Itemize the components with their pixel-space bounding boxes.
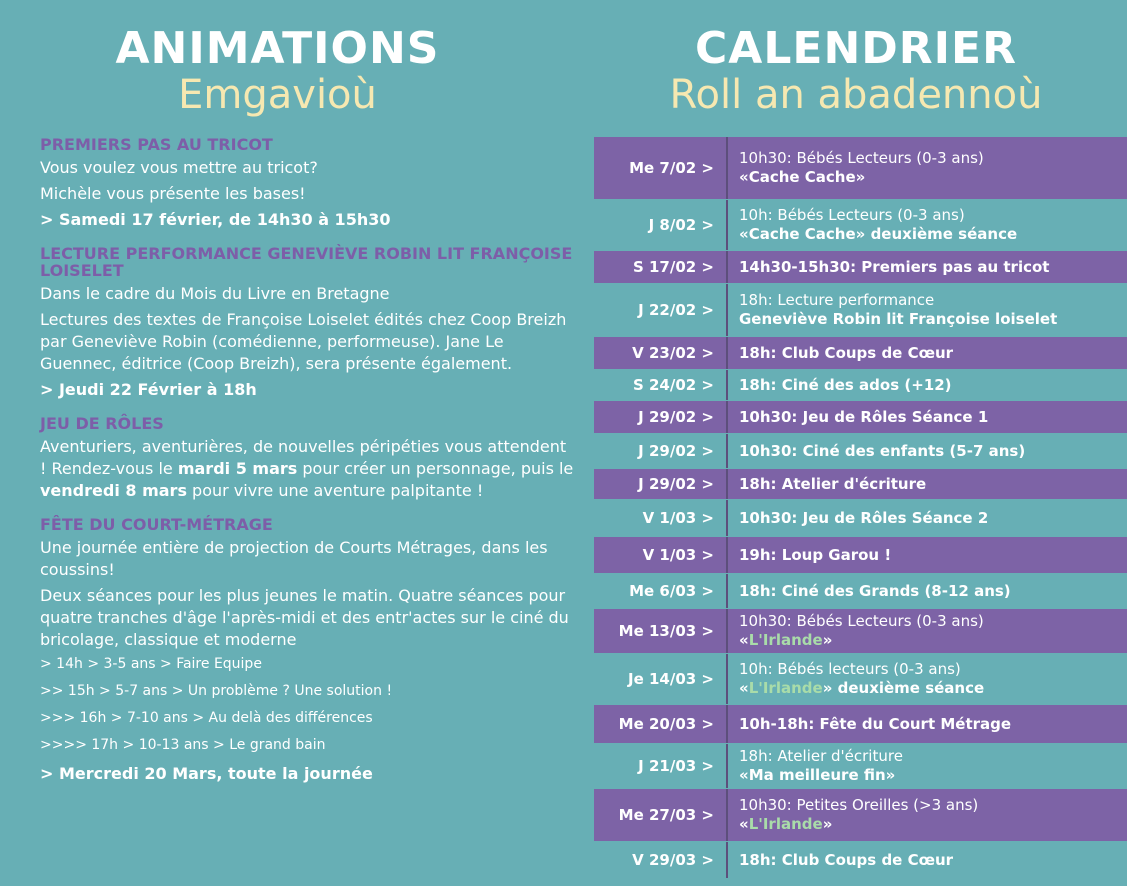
- text-part: pour vivre une aventure palpitante !: [186, 481, 484, 500]
- schedule-line: >>>> 17h > 10-13 ans > Le grand bain: [40, 737, 326, 753]
- section-court-metrage: [40, 516, 575, 785]
- section-text: Michèle vous présente les bases!: [40, 184, 306, 203]
- calendar-day: Me 20/03 >: [594, 705, 728, 743]
- calendar-row: [594, 500, 1127, 536]
- calendar-event: [728, 500, 1127, 536]
- text-part: Aventuriers, aventurières, de nouvelles péripéties vous attendent ! Rendez-vous le: [40, 437, 567, 478]
- section-text: Une journée entière de projection de Courts Métrages, dans les coussins!: [40, 538, 548, 579]
- calendar-event: [728, 401, 1127, 433]
- calendar-row: [594, 401, 1127, 433]
- calendar-day: J 29/02 >: [594, 401, 728, 433]
- event-text: «: [739, 631, 749, 649]
- calendar-event: [728, 537, 1127, 573]
- section-date: > Samedi 17 février, de 14h30 à 15h30: [40, 210, 391, 229]
- calendar-day: Me 27/03 >: [594, 789, 728, 841]
- event-text: «: [739, 679, 749, 697]
- event-text: 18h: Club Coups de Cœur: [739, 343, 954, 362]
- calendar-event: [728, 744, 1127, 788]
- calendar-event: [728, 284, 1127, 336]
- calendar-event: [728, 609, 1127, 653]
- event-text: 10h30: Ciné des enfants (5-7 ans): [739, 441, 1026, 460]
- calendar-row: [594, 434, 1127, 468]
- event-text: 10h-18h: Fête du Court Métrage: [739, 714, 1012, 733]
- section-lecture: [40, 245, 575, 401]
- event-text: 10h30: Bébés Lecteurs (0-3 ans): [739, 612, 984, 630]
- animations-title: ANIMATIONS: [115, 23, 440, 74]
- calendar-day: S 17/02 >: [594, 251, 728, 283]
- calendar-table: [594, 136, 1127, 878]
- event-text: 18h: Atelier d'écriture: [739, 474, 927, 493]
- calendar-row: [594, 137, 1127, 199]
- calendar-row: [594, 537, 1127, 573]
- calendar-event: [728, 200, 1127, 250]
- section-text: Deux séances pour les plus jeunes le matin. Quatre séances pour quatre tranches d'âge l'après-midi et des entr'actes sur le ciné du bricolage, classique et moderne: [40, 586, 569, 649]
- event-text: 18h: Ciné des Grands (8-12 ans): [739, 581, 1011, 600]
- calendar-event: [728, 370, 1127, 400]
- animations-list: [40, 136, 575, 799]
- event-text: 18h: Ciné des ados (+12): [739, 375, 952, 394]
- event-text: 10h30: Jeu de Rôles Séance 1: [739, 407, 989, 426]
- calendar-day: V 23/02 >: [594, 337, 728, 369]
- calendar-event: [728, 705, 1127, 743]
- calendar-title: CALENDRIER: [695, 23, 1017, 74]
- calendar-day: J 8/02 >: [594, 200, 728, 250]
- calendar-row: [594, 744, 1127, 788]
- calendar-day: V 29/03 >: [594, 842, 728, 878]
- calendar-subtitle: Roll an abadennoù: [669, 72, 1043, 118]
- schedule-line: > 14h > 3-5 ans > Faire Equipe: [40, 656, 262, 672]
- event-text: 18h: Club Coups de Cœur: [739, 850, 954, 869]
- event-text: Geneviève Robin lit Françoise loiselet: [739, 310, 1058, 328]
- highlight-date: vendredi 8 mars: [40, 481, 187, 500]
- event-text: «Ma meilleure fin»: [739, 766, 896, 784]
- event-text: «: [739, 815, 749, 833]
- section-jeu-de-roles: [40, 415, 575, 502]
- calendar-event: [728, 842, 1127, 878]
- calendar-event: [728, 574, 1127, 608]
- event-text: «Cache Cache» deuxième séance: [739, 225, 1018, 243]
- event-text: 18h: Lecture performance: [739, 291, 935, 309]
- calendar-event: [728, 789, 1127, 841]
- event-text: » deuxième séance: [822, 679, 985, 697]
- section-text: [40, 436, 575, 502]
- text-part: pour créer un personnage, puis le: [297, 459, 574, 478]
- calendar-row: [594, 370, 1127, 400]
- calendar-day: Me 13/03 >: [594, 609, 728, 653]
- calendar-event: [728, 434, 1127, 468]
- section-text: Lectures des textes de Françoise Loiselet édités chez Coop Breizh par Geneviève Robin (comédienne, performeuse). Jane Le Guennec, éditrice (Coop Breizh), sera présente également.: [40, 310, 567, 373]
- calendar-event: [728, 251, 1127, 283]
- calendar-day: Me 7/02 >: [594, 137, 728, 199]
- event-text: 19h: Loup Garou !: [739, 545, 892, 564]
- event-text: L'Irlande: [748, 679, 823, 697]
- event-text: 10h30: Bébés Lecteurs (0-3 ans): [739, 149, 984, 167]
- section-title: PREMIERS PAS AU TRICOT: [40, 135, 273, 154]
- event-text: 18h: Atelier d'écriture: [739, 747, 903, 765]
- calendar-day: S 24/02 >: [594, 370, 728, 400]
- event-text: L'Irlande: [748, 631, 823, 649]
- calendar-row: [594, 654, 1127, 704]
- calendar-day: J 21/03 >: [594, 744, 728, 788]
- calendar-day: V 1/03 >: [594, 500, 728, 536]
- schedule-line: >> 15h > 5-7 ans > Un problème ? Une solution !: [40, 683, 393, 699]
- calendar-row: [594, 842, 1127, 878]
- event-text: 10h: Bébés Lecteurs (0-3 ans): [739, 206, 965, 224]
- event-text: 10h: Bébés lecteurs (0-3 ans): [739, 660, 961, 678]
- event-text: 10h30: Petites Oreilles (>3 ans): [739, 796, 979, 814]
- calendar-day: J 29/02 >: [594, 434, 728, 468]
- section-title: LECTURE PERFORMANCE GENEVIÈVE ROBIN LIT FRANÇOISE LOISELET: [40, 244, 573, 280]
- calendar-row: [594, 789, 1127, 841]
- section-text: Dans le cadre du Mois du Livre en Bretagne: [40, 284, 390, 303]
- event-text: »: [822, 815, 833, 833]
- calendar-row: [594, 337, 1127, 369]
- section-date: > Mercredi 20 Mars, toute la journée: [40, 764, 373, 783]
- calendar-day: Me 6/03 >: [594, 574, 728, 608]
- calendar-event: [728, 654, 1127, 704]
- calendar-day: Je 14/03 >: [594, 654, 728, 704]
- calendar-event: [728, 137, 1127, 199]
- calendar-event: [728, 337, 1127, 369]
- animations-subtitle: Emgavioù: [178, 72, 377, 118]
- event-text: [739, 815, 1127, 834]
- calendar-row: [594, 705, 1127, 743]
- calendar-row: [594, 469, 1127, 499]
- event-text: 10h30: Jeu de Rôles Séance 2: [739, 508, 989, 527]
- calendar-row: [594, 574, 1127, 608]
- event-text: L'Irlande: [748, 815, 823, 833]
- event-text: »: [822, 631, 833, 649]
- calendar-row: [594, 609, 1127, 653]
- calendar-event: [728, 469, 1127, 499]
- section-title: JEU DE RÔLES: [40, 414, 164, 433]
- section-title: FÊTE DU COURT-MÉTRAGE: [40, 515, 273, 534]
- calendar-day: J 22/02 >: [594, 284, 728, 336]
- event-text: «Cache Cache»: [739, 168, 866, 186]
- highlight-date: mardi 5 mars: [177, 459, 298, 478]
- section-date: > Jeudi 22 Février à 18h: [40, 380, 257, 399]
- event-text: [739, 631, 1127, 650]
- schedule-line: >>> 16h > 7-10 ans > Au delà des différences: [40, 710, 373, 726]
- section-tricot: [40, 136, 575, 231]
- event-text: 14h30-15h30: Premiers pas au tricot: [739, 257, 1050, 276]
- event-text: [739, 679, 1127, 698]
- calendar-day: J 29/02 >: [594, 469, 728, 499]
- calendar-row: [594, 284, 1127, 336]
- calendar-day: V 1/03 >: [594, 537, 728, 573]
- section-text: Vous voulez vous mettre au tricot?: [40, 158, 318, 177]
- calendar-row: [594, 251, 1127, 283]
- calendar-row: [594, 200, 1127, 250]
